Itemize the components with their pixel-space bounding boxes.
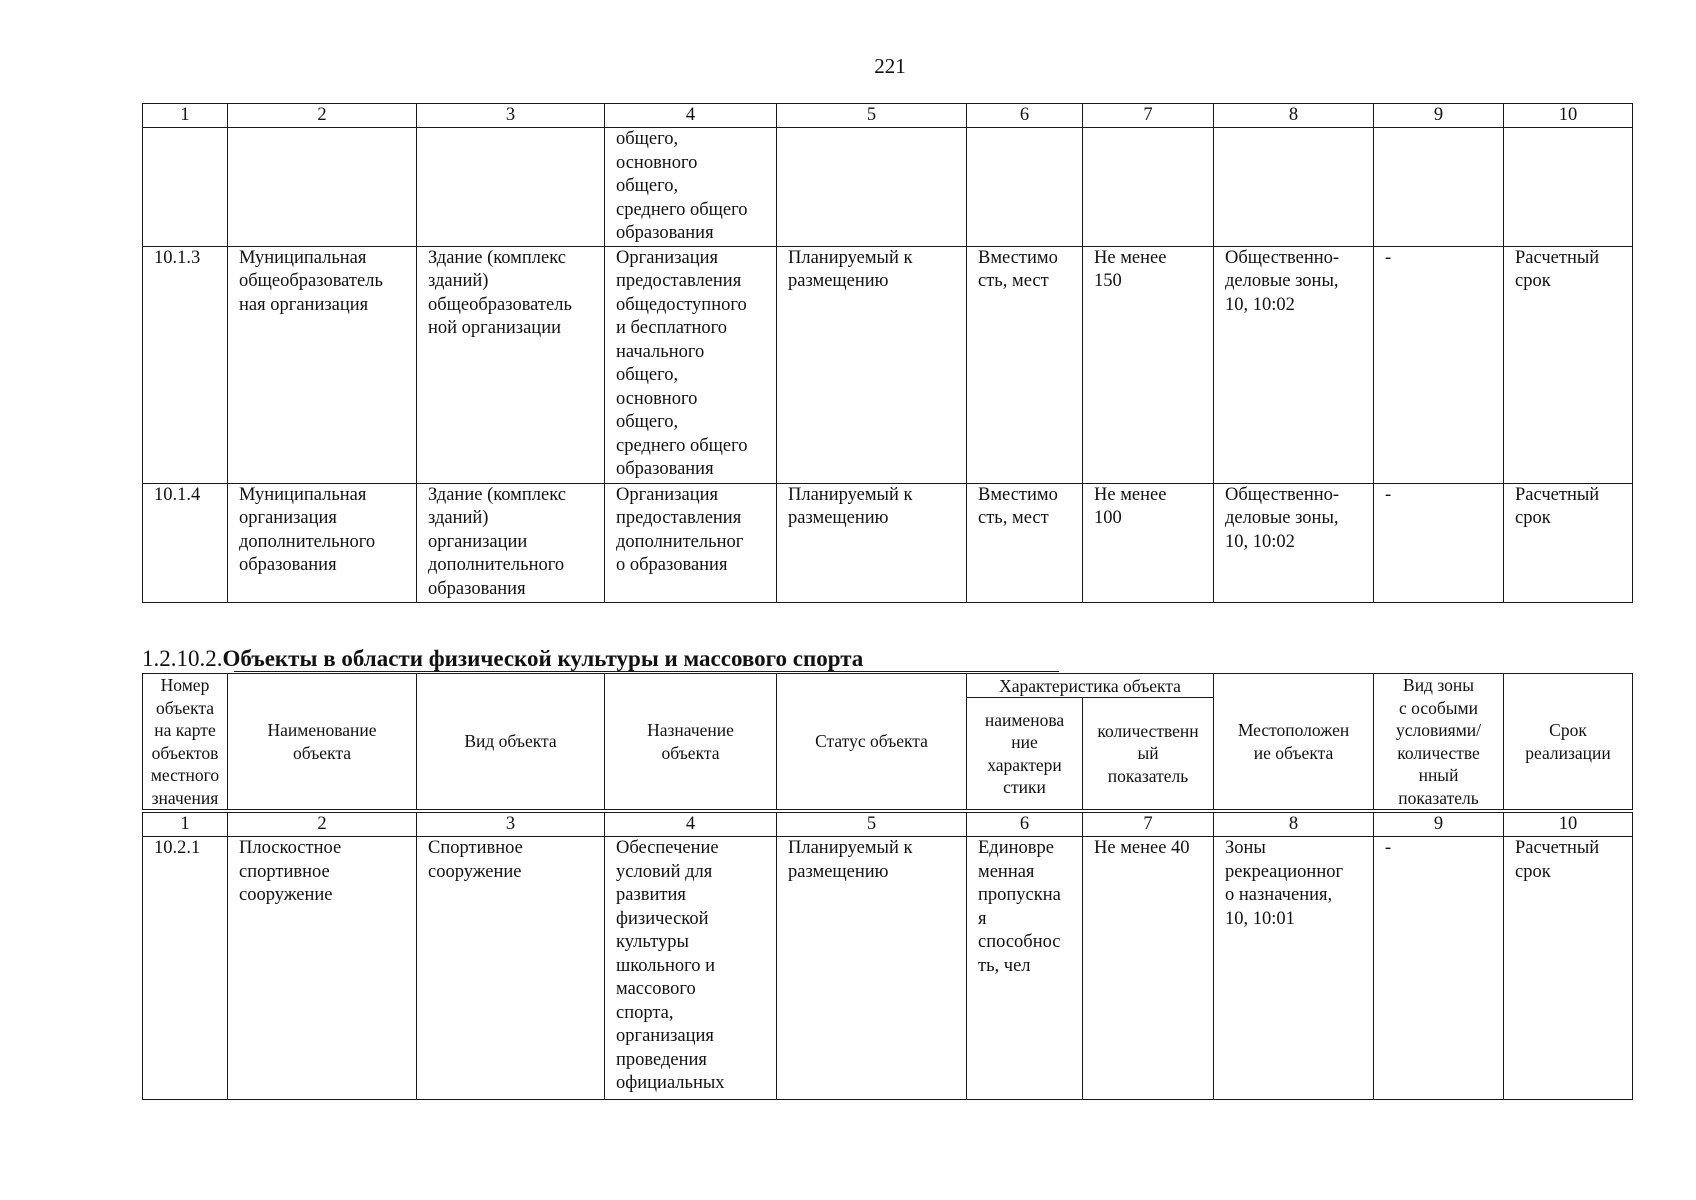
object-name: Муниципальная общеобразователь ная организация [228,246,417,483]
header-object-type: Вид объекта [417,674,605,810]
column-number: 10 [1504,813,1633,837]
table-row [143,128,1633,247]
object-type: Здание (комплекс зданий) организации дополнительного образования [417,483,605,602]
special-zone: - [1374,246,1504,483]
header-object-name: Наименование объекта [228,674,417,810]
table-row [143,837,1633,1100]
characteristic-value: Не менее 40 [1083,837,1214,1100]
object-location: Общественно- деловые зоны, 10, 10:02 [1214,483,1374,602]
column-number: 1 [143,813,228,837]
column-number: 5 [777,813,967,837]
characteristic-name [967,128,1083,247]
object-status: Планируемый к размещению [777,483,967,602]
column-number: 8 [1214,104,1374,128]
object-number: 10.1.3 [143,246,228,483]
object-name [228,128,417,247]
column-number: 7 [1083,813,1214,837]
header-object-location: Местоположен ие объекта [1214,674,1374,810]
column-number: 9 [1374,104,1504,128]
heading-underline [234,671,1059,672]
column-number: 5 [777,104,967,128]
implementation-term: Расчетный срок [1504,246,1633,483]
object-status: Планируемый к размещению [777,837,967,1100]
table-header-row [143,674,1633,698]
implementation-term: Расчетный срок [1504,837,1633,1100]
section-number: 1.2.10.2. [142,646,223,671]
object-number: 10.2.1 [143,837,228,1100]
header-object-number: Номер объекта на карте объектов местного значения [143,674,228,810]
objects-table-continued [142,103,1633,603]
column-number: 9 [1374,813,1504,837]
column-number: 4 [605,104,777,128]
column-number-row [143,104,1633,128]
object-status [777,128,967,247]
object-name: Плоскостное спортивное сооружение [228,837,417,1100]
table-row [143,246,1633,483]
table-row [143,483,1633,602]
characteristic-value: Не менее 150 [1083,246,1214,483]
object-purpose: Обеспечение условий для развития физической культуры школьного и массового спорта, организация проведения официальных [605,837,777,1100]
header-characteristic-group: Характеристика объекта [967,674,1214,698]
object-purpose: Организация предоставления общедоступного и бесплатного начального общего, основного общего, среднего общего образования [605,246,777,483]
header-object-status: Статус объекта [777,674,967,810]
characteristic-value [1083,128,1214,247]
section-heading [142,646,863,672]
object-purpose: Организация предоставления дополнительног о образования [605,483,777,602]
object-type: Здание (комплекс зданий) общеобразователь ной организации [417,246,605,483]
column-number-row [143,813,1633,837]
object-name: Муниципальная организация дополнительного образования [228,483,417,602]
object-number [143,128,228,247]
column-number: 2 [228,104,417,128]
characteristic-name: Вместимо сть, мест [967,246,1083,483]
column-number: 6 [967,104,1083,128]
characteristic-name: Вместимо сть, мест [967,483,1083,602]
column-number: 2 [228,813,417,837]
header-characteristic-value: количественн ый показатель [1083,698,1214,810]
object-location: Зоны рекреационног о назначения, 10, 10:01 [1214,837,1374,1100]
header-object-purpose: Назначение объекта [605,674,777,810]
object-location [1214,128,1374,247]
column-number: 10 [1504,104,1633,128]
object-type: Спортивное сооружение [417,837,605,1100]
header-special-zone: Вид зоны с особыми условиями/ количестве нный показатель [1374,674,1504,810]
column-number: 3 [417,104,605,128]
section-title: Объекты в области физической культуры и массового спорта [222,646,864,671]
object-number: 10.1.4 [143,483,228,602]
special-zone: - [1374,483,1504,602]
column-number: 7 [1083,104,1214,128]
header-implementation-term: Срок реализации [1504,674,1633,810]
object-location: Общественно- деловые зоны, 10, 10:02 [1214,246,1374,483]
characteristic-value: Не менее 100 [1083,483,1214,602]
column-number: 6 [967,813,1083,837]
object-type [417,128,605,247]
object-purpose: общего, основного общего, среднего общего образования [605,128,777,247]
header-characteristic-name: наименова ние характери стики [967,698,1083,810]
sports-objects-table [142,673,1633,1100]
special-zone: - [1374,837,1504,1100]
column-number: 8 [1214,813,1374,837]
object-status: Планируемый к размещению [777,246,967,483]
column-number: 4 [605,813,777,837]
implementation-term: Расчетный срок [1504,483,1633,602]
characteristic-name: Единовре менная пропускна я способнос ть, чел [967,837,1083,1100]
column-number: 1 [143,104,228,128]
implementation-term [1504,128,1633,247]
page-number: 221 [874,54,906,78]
special-zone [1374,128,1504,247]
column-number: 3 [417,813,605,837]
